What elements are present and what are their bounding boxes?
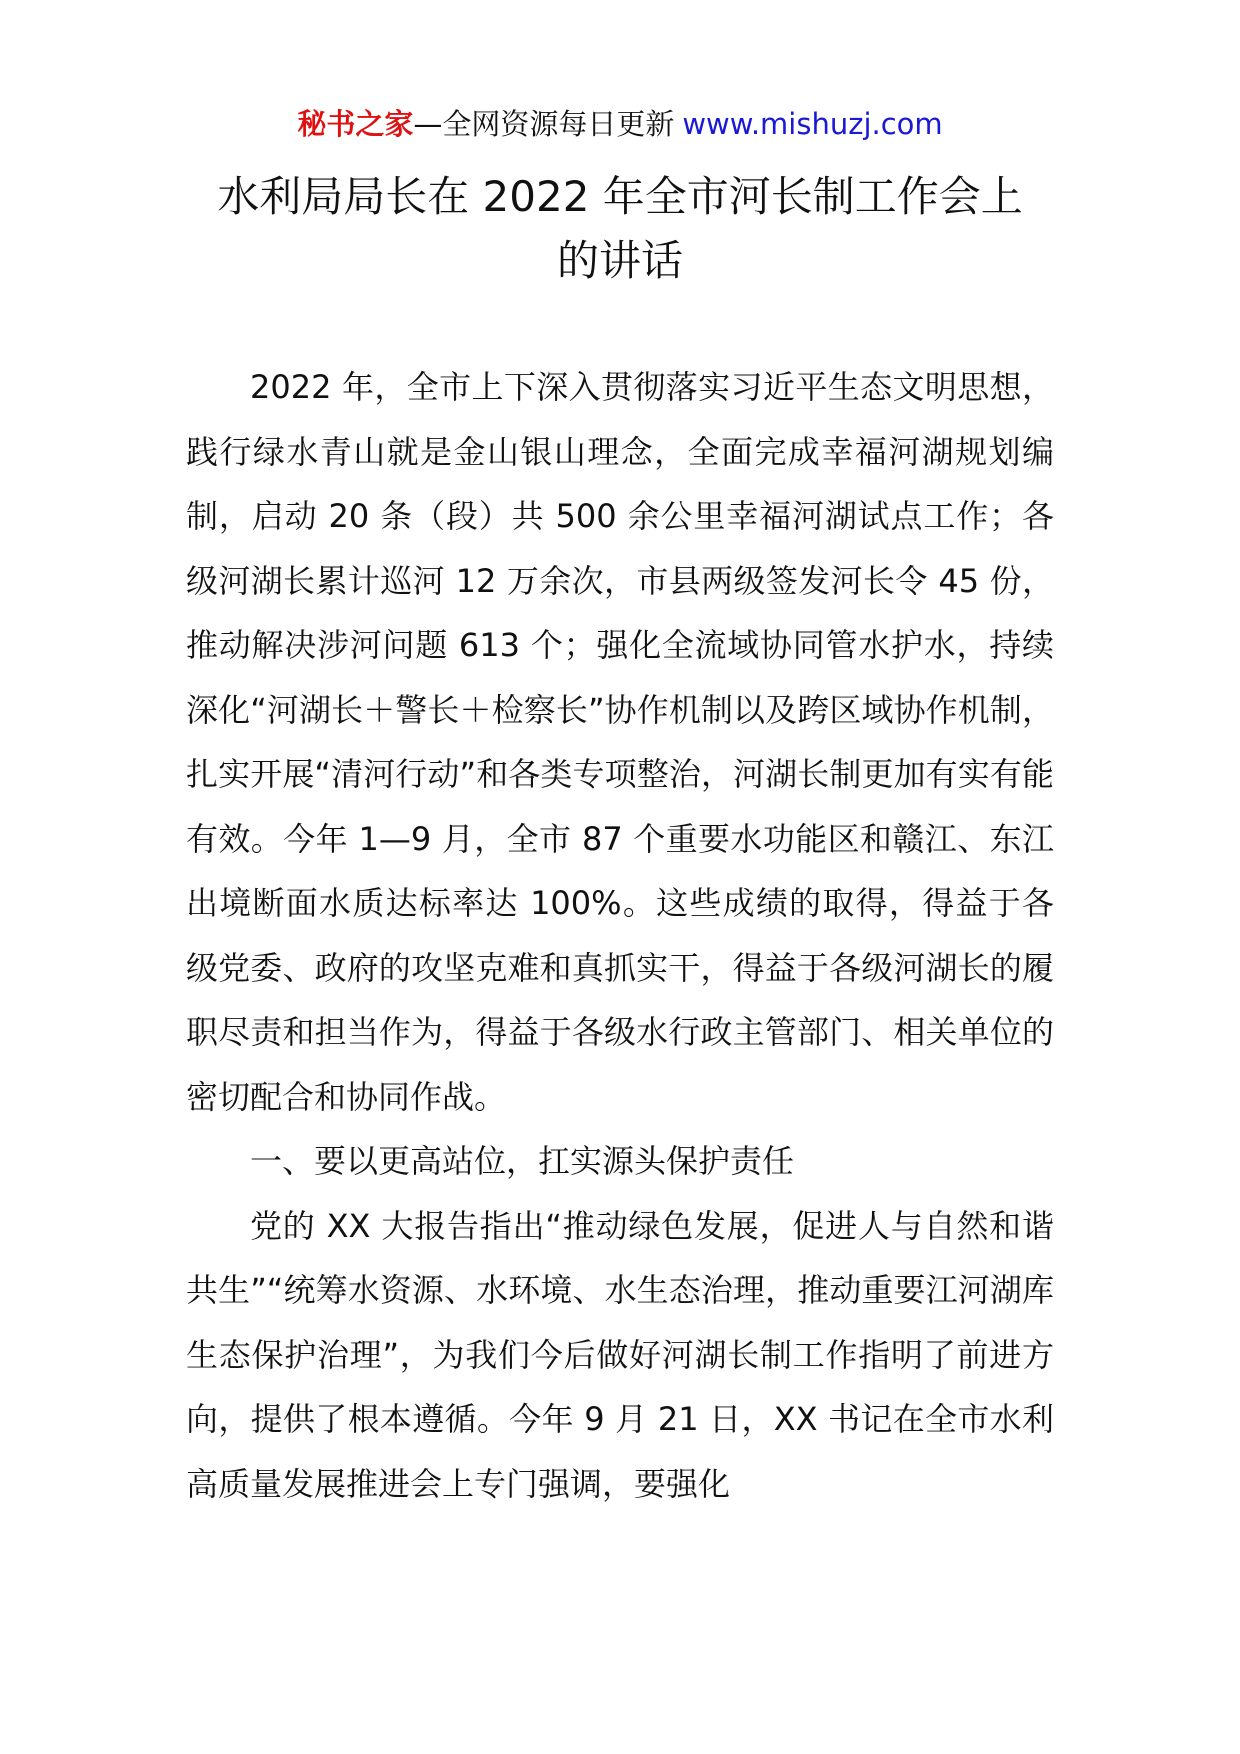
title-line-2: 的讲话	[556, 236, 683, 285]
site-url-link[interactable]: www.mishuzj.com	[682, 107, 943, 141]
page-title	[150, 165, 1090, 293]
document-body	[186, 355, 1054, 1516]
title-line-1: 水利局局长在 2022 年全市河长制工作会上	[217, 172, 1023, 221]
section-heading-1: 一、要以更高站位，扛实源头保护责任	[250, 1142, 795, 1180]
paragraph-intro: 2022 年，全市上下深入贯彻落实习近平生态文明思想，践行绿水青山就是金山银山理念，全面完成幸福河湖规划编制，启动 20 条（段）共 500 余公里幸福河湖试点工作；各级河湖长累计巡河 12 万余次，市县两级签发河长令 45 份，推动解决涉河问题 613 个；强化全流域协同管水护水，持续深化“河湖长＋警长＋检察长”协作机制以及跨区域协作机制，扎实开展“清河行动”和各类专项整治，河湖长制更加有实有能有效。今年 1—9 月，全市 87 个重要水功能区和赣江、东江出境断面水质达标率达 100%。这些成绩的取得，得益于各级党委、政府的攻坚克难和真抓实干，得益于各级河湖长的履职尽责和担当作为，得益于各级水行政主管部门、相关单位的密切配合和协同作战。	[186, 368, 1054, 1116]
brand-name: 秘书之家	[297, 107, 414, 141]
site-header	[0, 104, 1240, 144]
header-tagline: —全网资源每日更新	[413, 107, 675, 141]
paragraph-section-1: 党的 XX 大报告指出“推动绿色发展，促进人与自然和谐共生”“统筹水资源、水环境、水生态治理，推动重要江河湖库生态保护治理”，为我们今后做好河湖长制工作指明了前进方向，提供了根本遵循。今年 9 月 21 日，XX 书记在全市水利高质量发展推进会上专门强调，要强化	[186, 1206, 1054, 1503]
